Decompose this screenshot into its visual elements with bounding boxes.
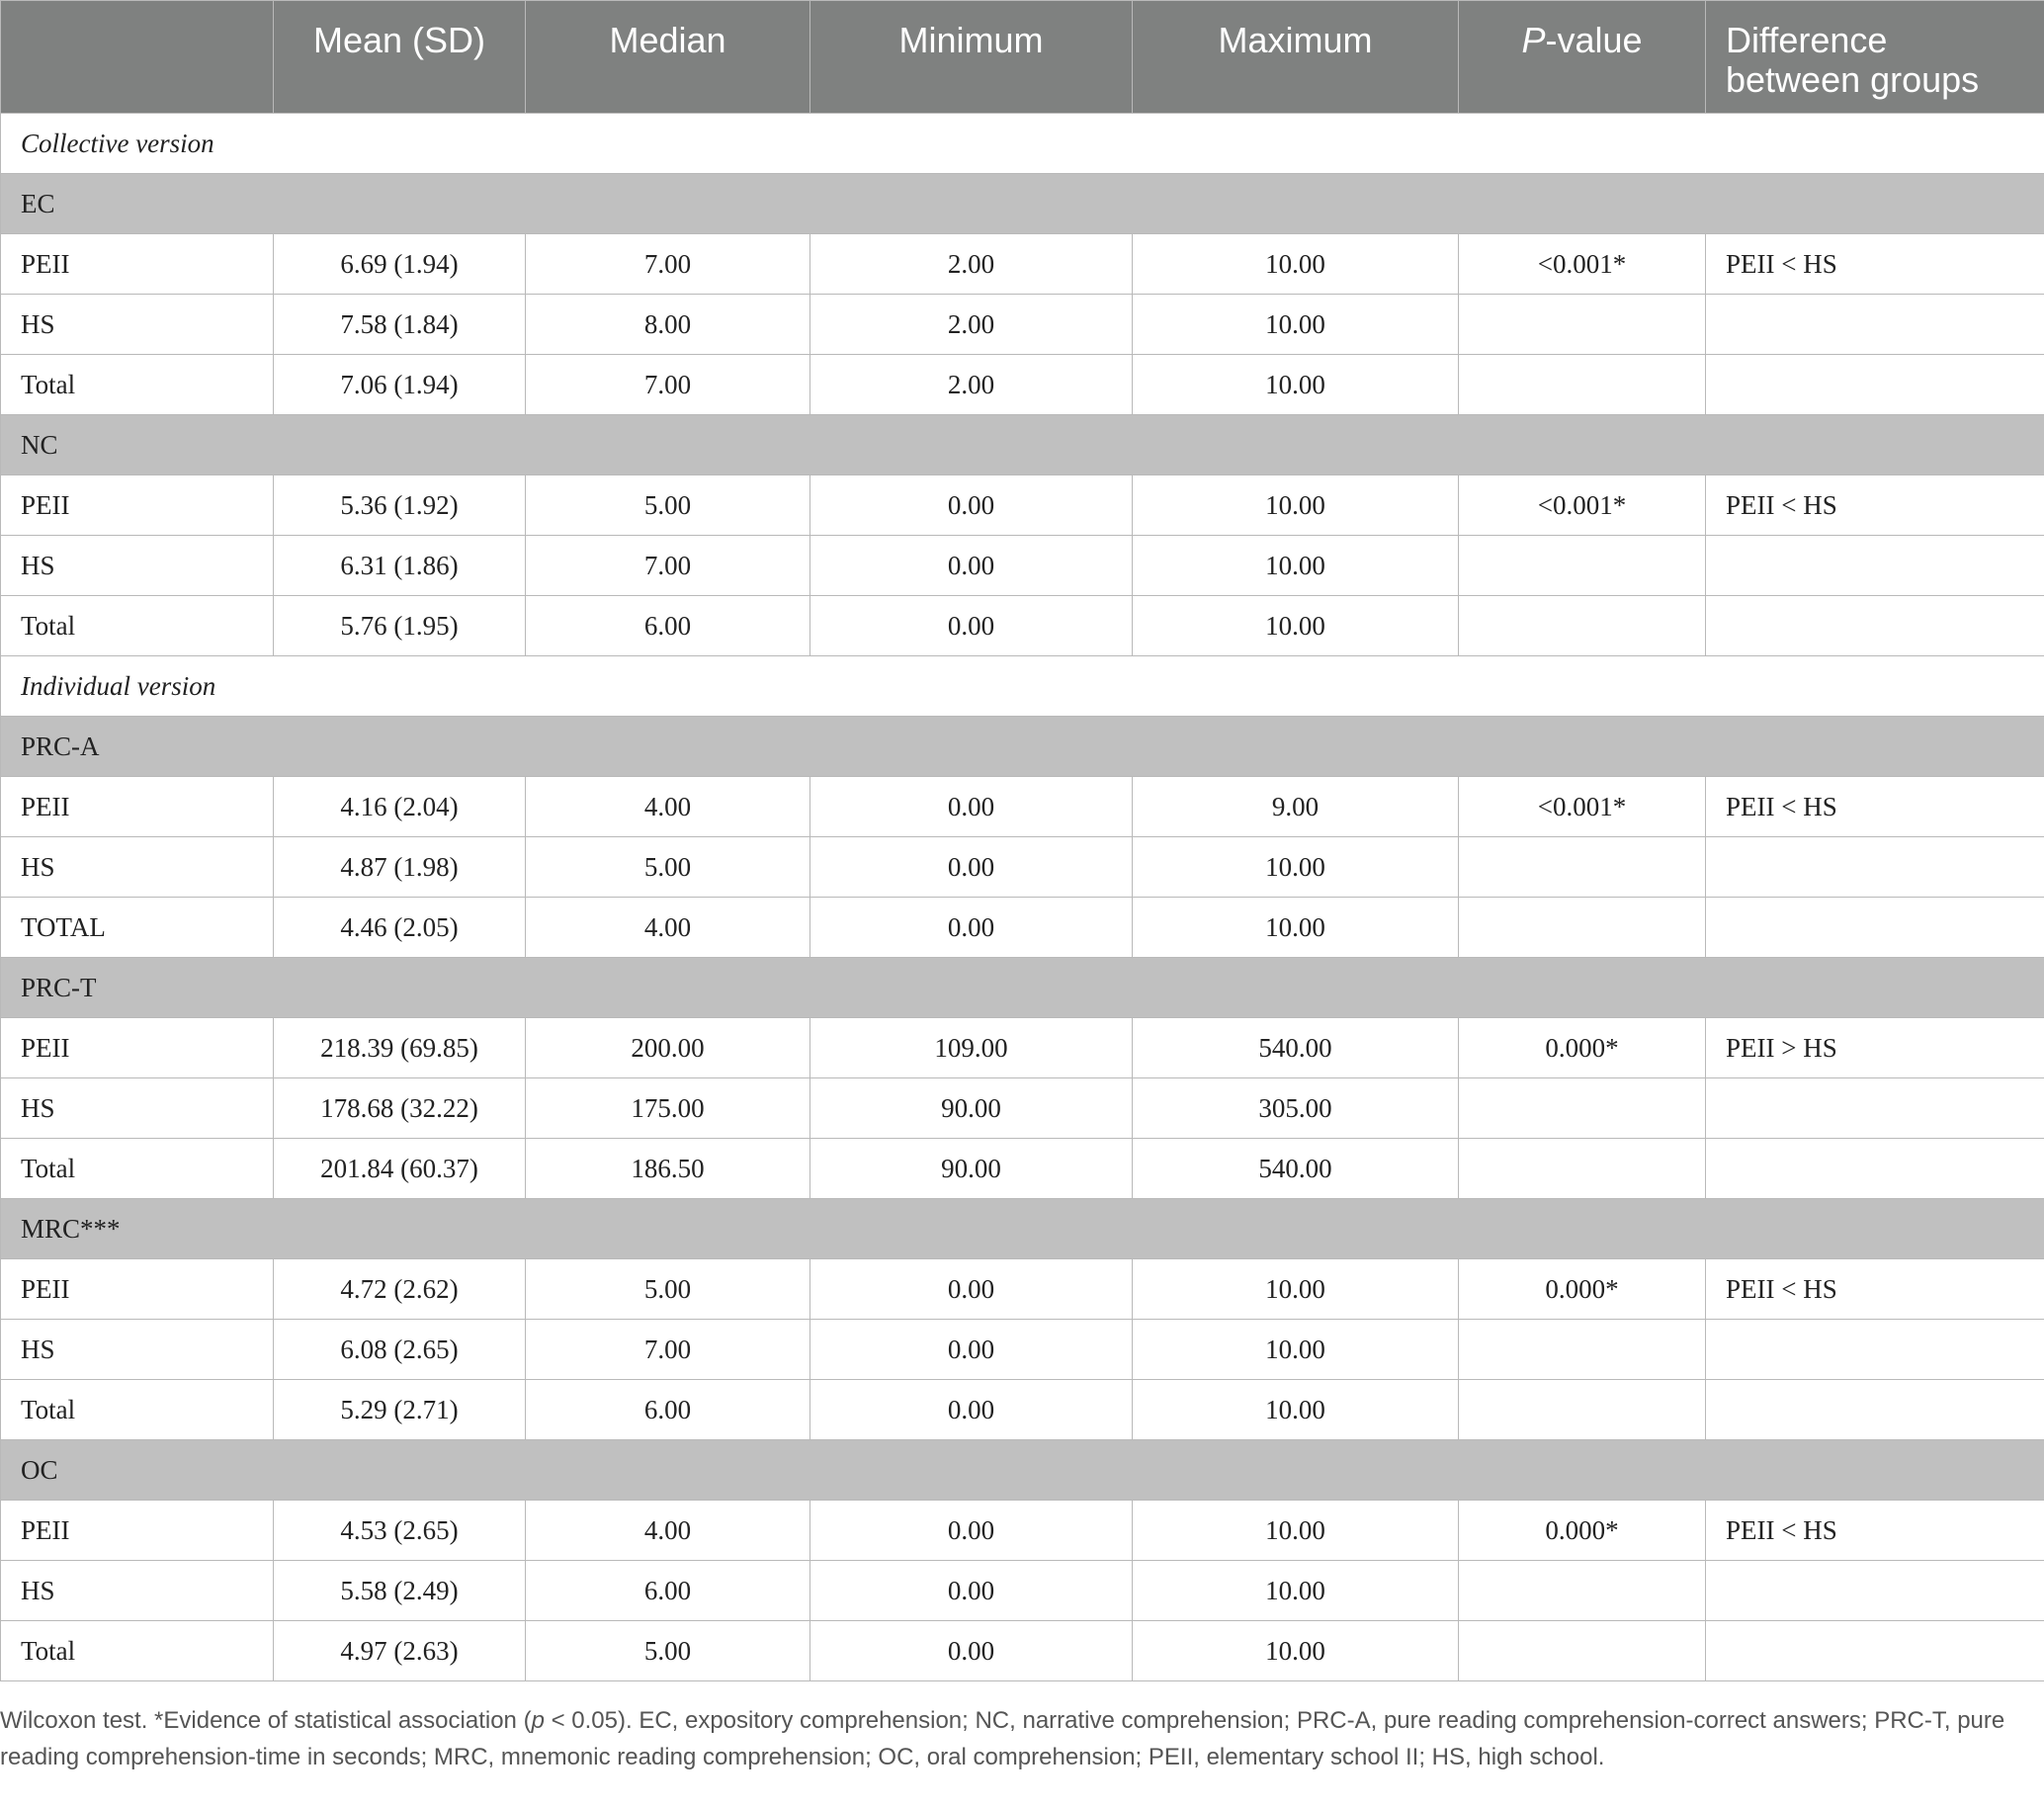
header-row [1,1,2044,114]
group-label: NC [1,415,2044,475]
cell-p-value [1459,1139,1706,1199]
cell-row-label: HS [1,1320,274,1380]
table-row [1,1259,2044,1320]
table-row [1,777,2044,837]
cell-difference: PEII < HS [1706,1259,2044,1320]
table-row [1,1621,2044,1681]
cell-minimum: 0.00 [810,1501,1133,1561]
cell-p-value [1459,1320,1706,1380]
table-row [1,1078,2044,1139]
cell-row-label: PEII [1,1259,274,1320]
cell-maximum: 10.00 [1133,355,1459,415]
cell-difference [1706,1139,2044,1199]
cell-median: 7.00 [526,355,810,415]
group-header-row [1,415,2044,475]
cell-p-value: <0.001* [1459,234,1706,295]
cell-difference [1706,536,2044,596]
cell-maximum: 305.00 [1133,1078,1459,1139]
cell-maximum: 10.00 [1133,475,1459,536]
cell-difference: PEII < HS [1706,475,2044,536]
cell-maximum: 10.00 [1133,1380,1459,1440]
cell-mean-sd: 6.31 (1.86) [274,536,526,596]
cell-p-value [1459,1380,1706,1440]
cell-minimum: 0.00 [810,475,1133,536]
cell-p-value [1459,837,1706,898]
cell-minimum: 0.00 [810,1259,1133,1320]
cell-maximum: 10.00 [1133,837,1459,898]
cell-p-value [1459,1621,1706,1681]
cell-maximum: 10.00 [1133,596,1459,656]
header-cell-difference: Difference between groups [1706,1,2044,114]
cell-mean-sd: 6.69 (1.94) [274,234,526,295]
cell-p-value [1459,898,1706,958]
cell-p-value [1459,536,1706,596]
p-value-italic-prefix: P [1521,20,1546,60]
cell-median: 4.00 [526,898,810,958]
cell-row-label: HS [1,1078,274,1139]
section-label: Individual version [1,656,2044,717]
section-header-row [1,656,2044,717]
cell-median: 200.00 [526,1018,810,1078]
cell-row-label: Total [1,1380,274,1440]
table-row [1,295,2044,355]
table-row [1,837,2044,898]
group-label: OC [1,1440,2044,1501]
header-cell-median: Median [526,1,810,114]
cell-mean-sd: 4.53 (2.65) [274,1501,526,1561]
cell-minimum: 0.00 [810,1561,1133,1621]
cell-maximum: 10.00 [1133,1320,1459,1380]
cell-mean-sd: 7.58 (1.84) [274,295,526,355]
cell-median: 6.00 [526,596,810,656]
cell-maximum: 10.00 [1133,536,1459,596]
group-label: MRC*** [1,1199,2044,1259]
cell-minimum: 0.00 [810,898,1133,958]
table-row [1,1380,2044,1440]
cell-minimum: 2.00 [810,295,1133,355]
cell-maximum: 10.00 [1133,234,1459,295]
cell-mean-sd: 5.76 (1.95) [274,596,526,656]
table-footnote [0,1702,2036,1775]
cell-row-label: Total [1,1139,274,1199]
cell-difference [1706,898,2044,958]
cell-minimum: 2.00 [810,355,1133,415]
cell-median: 6.00 [526,1561,810,1621]
cell-row-label: TOTAL [1,898,274,958]
cell-p-value: 0.000* [1459,1259,1706,1320]
cell-difference [1706,1561,2044,1621]
cell-minimum: 0.00 [810,536,1133,596]
cell-minimum: 0.00 [810,837,1133,898]
cell-minimum: 0.00 [810,1621,1133,1681]
cell-minimum: 0.00 [810,1320,1133,1380]
cell-maximum: 10.00 [1133,898,1459,958]
cell-p-value: 0.000* [1459,1018,1706,1078]
cell-median: 7.00 [526,536,810,596]
cell-mean-sd: 6.08 (2.65) [274,1320,526,1380]
cell-row-label: HS [1,295,274,355]
cell-maximum: 540.00 [1133,1139,1459,1199]
cell-p-value [1459,1078,1706,1139]
cell-median: 4.00 [526,777,810,837]
cell-minimum: 90.00 [810,1078,1133,1139]
cell-row-label: Total [1,355,274,415]
cell-minimum: 2.00 [810,234,1133,295]
cell-row-label: PEII [1,475,274,536]
cell-difference [1706,1621,2044,1681]
cell-median: 186.50 [526,1139,810,1199]
footnote-italic-p: p [531,1707,545,1734]
cell-mean-sd: 4.46 (2.05) [274,898,526,958]
group-label: PRC-T [1,958,2044,1018]
cell-difference: PEII < HS [1706,234,2044,295]
cell-mean-sd: 4.97 (2.63) [274,1621,526,1681]
table-row [1,355,2044,415]
footnote-suffix: < 0.05). EC, expository comprehension; NC, narrative comprehension; PRC-A, pure reading comprehension-correct answers; PRC-T, pure reading comprehension-time in seconds; MRC, mnemonic reading comprehension; OC, oral comprehension; PEII, elementary school II; HS, high school. [0,1707,2005,1770]
table-row [1,475,2044,536]
cell-row-label: PEII [1,1501,274,1561]
cell-median: 8.00 [526,295,810,355]
cell-median: 5.00 [526,837,810,898]
cell-row-label: PEII [1,777,274,837]
cell-median: 7.00 [526,234,810,295]
group-label: PRC-A [1,717,2044,777]
header-cell-maximum: Maximum [1133,1,1459,114]
cell-maximum: 10.00 [1133,295,1459,355]
group-header-row [1,1199,2044,1259]
header-cell-p-value [1459,1,1706,114]
cell-difference [1706,1078,2044,1139]
cell-maximum: 10.00 [1133,1259,1459,1320]
cell-maximum: 9.00 [1133,777,1459,837]
cell-minimum: 109.00 [810,1018,1133,1078]
group-header-row [1,1440,2044,1501]
cell-row-label: HS [1,837,274,898]
footnote-prefix: Wilcoxon test. *Evidence of statistical association ( [0,1707,532,1734]
group-label: EC [1,174,2044,234]
table-row [1,1018,2044,1078]
cell-p-value [1459,596,1706,656]
cell-row-label: Total [1,596,274,656]
cell-mean-sd: 218.39 (69.85) [274,1018,526,1078]
cell-maximum: 10.00 [1133,1621,1459,1681]
group-header-row [1,717,2044,777]
header-cell-empty [1,1,274,114]
cell-mean-sd: 4.16 (2.04) [274,777,526,837]
header-cell-mean-sd: Mean (SD) [274,1,526,114]
table-row [1,898,2044,958]
cell-median: 5.00 [526,475,810,536]
cell-maximum: 10.00 [1133,1501,1459,1561]
cell-minimum: 0.00 [810,596,1133,656]
table-row [1,1320,2044,1380]
cell-difference: PEII < HS [1706,777,2044,837]
cell-p-value [1459,295,1706,355]
cell-median: 5.00 [526,1259,810,1320]
cell-median: 175.00 [526,1078,810,1139]
cell-median: 6.00 [526,1380,810,1440]
cell-row-label: Total [1,1621,274,1681]
cell-p-value: <0.001* [1459,777,1706,837]
cell-maximum: 10.00 [1133,1561,1459,1621]
cell-row-label: HS [1,1561,274,1621]
cell-minimum: 0.00 [810,777,1133,837]
header-cell-minimum: Minimum [810,1,1133,114]
cell-mean-sd: 4.72 (2.62) [274,1259,526,1320]
cell-minimum: 0.00 [810,1380,1133,1440]
cell-difference [1706,355,2044,415]
section-label: Collective version [1,114,2044,174]
cell-median: 4.00 [526,1501,810,1561]
cell-mean-sd: 5.29 (2.71) [274,1380,526,1440]
cell-p-value [1459,355,1706,415]
cell-difference [1706,837,2044,898]
cell-row-label: PEII [1,234,274,295]
group-header-row [1,958,2044,1018]
p-value-suffix: -value [1545,20,1643,60]
table-row [1,1561,2044,1621]
cell-difference [1706,1320,2044,1380]
cell-difference [1706,1380,2044,1440]
table-row [1,1139,2044,1199]
cell-median: 7.00 [526,1320,810,1380]
cell-minimum: 90.00 [810,1139,1133,1199]
group-header-row [1,174,2044,234]
cell-p-value: 0.000* [1459,1501,1706,1561]
table-row [1,234,2044,295]
cell-mean-sd: 5.36 (1.92) [274,475,526,536]
table-row [1,596,2044,656]
section-header-row [1,114,2044,174]
cell-row-label: HS [1,536,274,596]
cell-difference [1706,295,2044,355]
cell-row-label: PEII [1,1018,274,1078]
cell-median: 5.00 [526,1621,810,1681]
table-row [1,536,2044,596]
cell-maximum: 540.00 [1133,1018,1459,1078]
cell-p-value [1459,1561,1706,1621]
table-row [1,1501,2044,1561]
table-body [1,114,2044,1681]
cell-mean-sd: 7.06 (1.94) [274,355,526,415]
cell-mean-sd: 178.68 (32.22) [274,1078,526,1139]
cell-mean-sd: 5.58 (2.49) [274,1561,526,1621]
cell-mean-sd: 4.87 (1.98) [274,837,526,898]
cell-difference [1706,596,2044,656]
cell-p-value: <0.001* [1459,475,1706,536]
cell-mean-sd: 201.84 (60.37) [274,1139,526,1199]
cell-difference: PEII < HS [1706,1501,2044,1561]
cell-difference: PEII > HS [1706,1018,2044,1078]
